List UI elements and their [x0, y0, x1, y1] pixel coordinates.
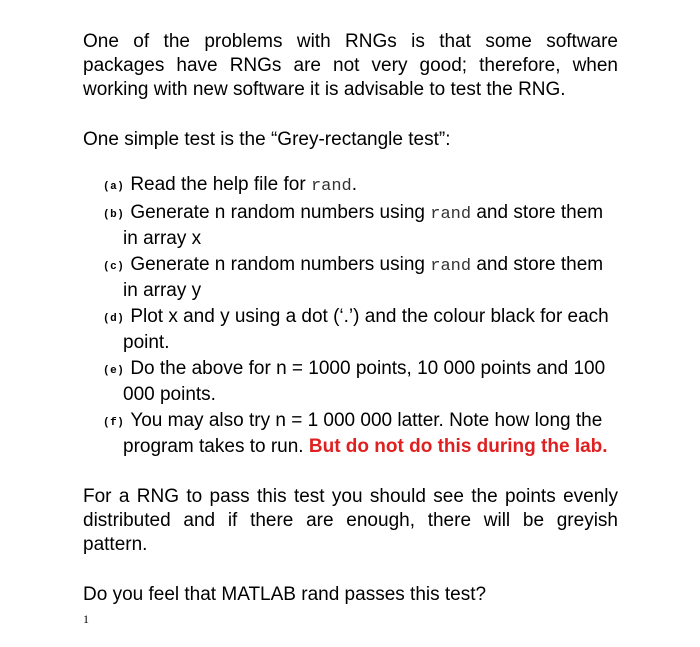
step-text: .: [351, 174, 358, 195]
step-label: (c): [103, 261, 125, 273]
step-label: (a): [103, 181, 125, 193]
step-text: Plot x and y using a dot (‘.’) and the colour black for each point.: [123, 306, 609, 353]
step-f: [83, 409, 618, 459]
code-rand: rand: [310, 177, 352, 196]
step-text: Generate n random numbers using: [130, 254, 431, 275]
step-label: (e): [103, 365, 125, 377]
test-intro-paragraph: One simple test is the “Grey-rectangle test”:: [83, 129, 451, 150]
step-label: (b): [103, 209, 125, 221]
steps-list: [83, 173, 618, 459]
step-label: (d): [103, 313, 125, 325]
step-e: [83, 357, 618, 407]
step-text: and store them in array y: [123, 254, 604, 301]
step-b: [83, 201, 618, 251]
step-text: Read the help file for: [130, 174, 311, 195]
intro-paragraph: One of the problems with RNGs is that some software packages have RNGs are not very good; therefore, when working with new software it is advisable to test the RNG.: [83, 31, 618, 100]
step-text: Generate n random numbers using: [130, 202, 431, 223]
step-text: You may also try n = 1 000 000 latter. Note how long the program takes to run.: [123, 410, 603, 457]
page-number: 1: [83, 612, 89, 626]
step-text: and store them in array x: [123, 202, 604, 249]
document-body: [83, 30, 618, 607]
code-rand: rand: [430, 205, 472, 224]
lab-warning: But do not do this during the lab.: [308, 436, 608, 457]
question-paragraph: Do you feel that MATLAB rand passes this test?: [83, 584, 487, 605]
step-text: Do the above for n = 1000 points, 10 000 points and 100 000 points.: [123, 358, 606, 405]
step-c: [83, 253, 618, 303]
code-rand: rand: [430, 257, 472, 276]
step-label: (f): [103, 417, 125, 429]
conclusion-paragraph: For a RNG to pass this test you should see the points evenly distributed and if there are enough, there will be greyish pattern.: [83, 486, 618, 555]
step-a: [83, 173, 618, 199]
step-d: [83, 305, 618, 355]
